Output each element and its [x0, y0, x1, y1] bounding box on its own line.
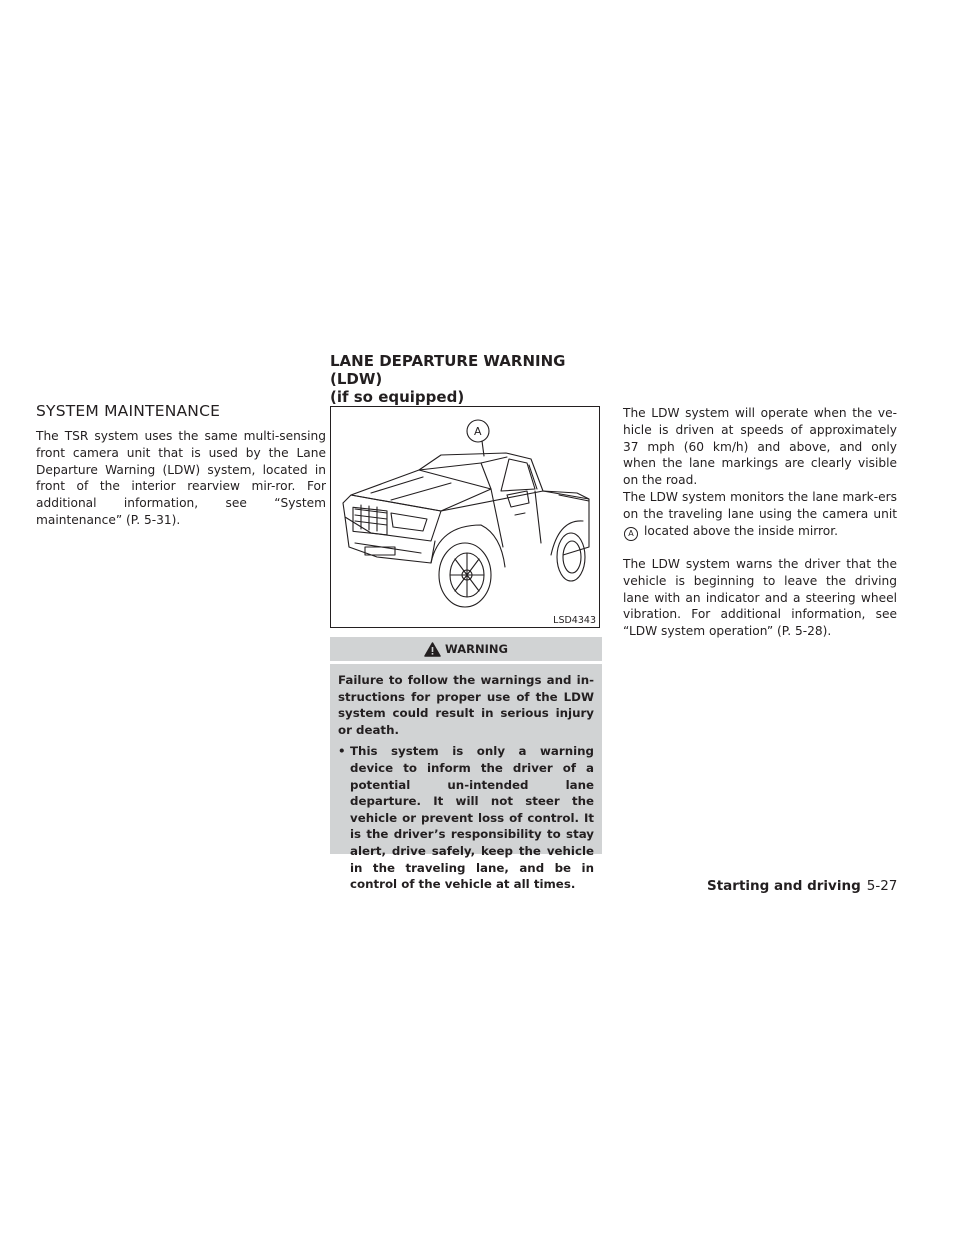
ldw-paragraph-2 [623, 489, 897, 541]
warning-header [330, 637, 602, 661]
ldw-paragraph-3: The LDW system warns the driver that the vehicle is beginning to leave the driving lane with an indicator and a steering wheel vibration. For additional information, see “LDW system operation” (P. 5-28). [623, 557, 897, 639]
warning-bullet-item [338, 743, 594, 897]
circled-a-marker: A [624, 527, 638, 541]
section-title-line1: LANE DEPARTURE WARNING (LDW) [330, 352, 566, 388]
warning-intro: Failure to follow the warnings and in-structions for proper use of the LDW system could result in serious injury or death. [338, 673, 594, 737]
ldw-paragraph-2-text: The LDW system monitors the lane mark-ers on the traveling lane using the camera unit [623, 490, 897, 521]
ldw-paragraph-2-tail: located above the inside mirror. [644, 523, 838, 538]
callout-label: A [474, 425, 482, 438]
page-number: 5-27 [866, 878, 898, 894]
figure-code: LSD4343 [553, 615, 596, 626]
truck-illustration-figure [330, 406, 600, 628]
warning-triangle-icon [424, 642, 441, 657]
truck-illustration [331, 407, 599, 627]
section-heading-system-maintenance: SYSTEM MAINTENANCE [36, 402, 221, 420]
section-title-ldw [330, 352, 620, 406]
warning-bullet-text: This system is only a warning device to inform the driver of a potential un-intended lane departure. It will not steer the vehicle or prevent loss of control. It is the driver’s responsibility to stay alert, drive safely, keep the vehicle in the traveling lane, and be in control of the vehicle at all times. [350, 744, 594, 892]
ldw-paragraph-1: The LDW system will operate when the ve-hicle is driven at speeds of approximately 37 mph (60 km/h) and above, and only when the lane markings are clearly visible on the road. [623, 406, 897, 488]
bullet-mark: • [338, 744, 346, 759]
warning-label: WARNING [445, 642, 508, 656]
system-maintenance-paragraph: The TSR system uses the same multi-sensing front camera unit that is used by the Lane Departure Warning (LDW) system, located in front of the interior rearview mir-ror. For additional information, see “System maintenance” (P. 5-31). [36, 429, 326, 527]
footer-section-name: Starting and driving [707, 878, 861, 894]
page-footer [707, 878, 897, 894]
section-title-line2: (if so equipped) [330, 388, 465, 406]
warning-box [330, 664, 602, 892]
